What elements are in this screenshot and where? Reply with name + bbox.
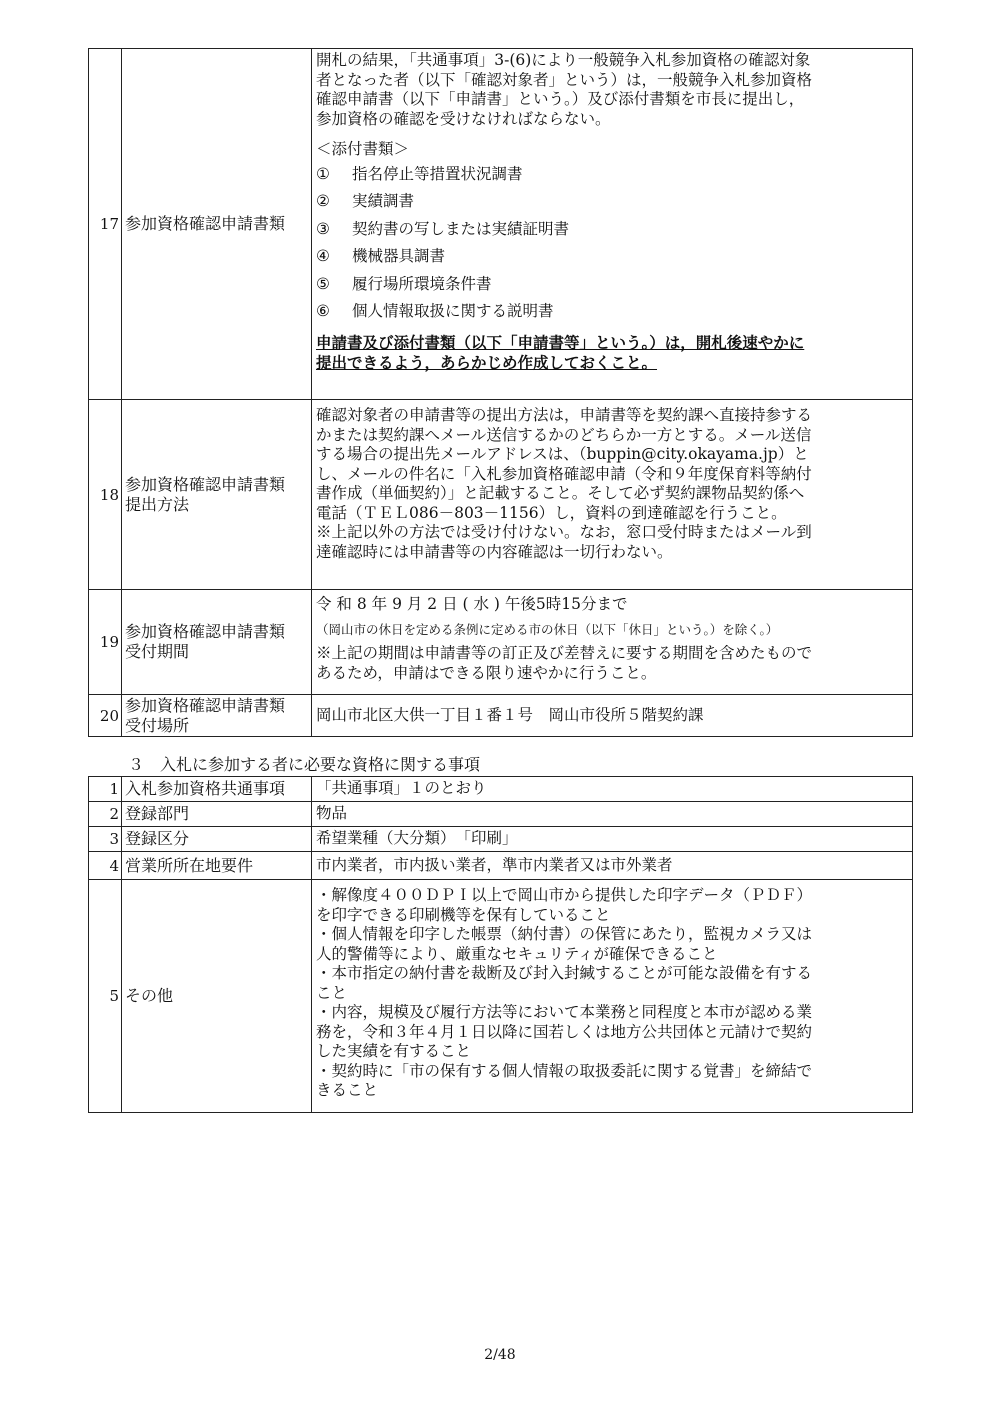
- location-text: 岡山市北区大供一丁目１番１号 岡山市役所５階契約課: [316, 705, 704, 724]
- attachment-item: [316, 271, 908, 298]
- attachment-number: ④: [316, 247, 330, 266]
- text-line: ※上記以外の方法では受け付けない。なお，窓口受付時またはメール到: [316, 523, 812, 541]
- row-content: [312, 590, 913, 695]
- table-row: [89, 49, 913, 400]
- row-number: 4: [89, 852, 122, 880]
- text-line: 者となった者（以下「確認対象者」という）は，一般競争入札参加資格: [316, 70, 813, 89]
- attachment-text: 契約書の写しまたは実績証明書: [352, 219, 570, 238]
- attachment-text: 個人情報取扱に関する説明書: [352, 301, 554, 320]
- text-line: する場合の提出先メールアドレスは、（buppin@city.okayama.jp）と: [316, 445, 809, 463]
- text-line: し、メールの件名に「入札参加資格確認申請（令和９年度保育料等納付: [316, 464, 812, 483]
- row-label: その他: [122, 880, 312, 1113]
- row-content: 「共通事項」１のとおり: [312, 777, 913, 802]
- section-heading: ３ 入札に参加する者に必要な資格に関する事項: [128, 755, 481, 774]
- attachment-number: ①: [316, 165, 330, 183]
- important-note-line: 申請書及び添付書類（以下「申請書等」という。）は，開札後速やかに: [316, 333, 805, 353]
- attachment-item: [316, 188, 908, 215]
- page-number: 2/48: [484, 1347, 516, 1363]
- table-row: [89, 590, 913, 695]
- row-number: 2: [89, 802, 122, 827]
- text-line: 務を，令和３年４月１日以降に国若しくは地方公共団体と元請けで契約: [316, 1022, 813, 1041]
- attachments-heading: ＜添付書類＞: [316, 140, 410, 158]
- text-line: 参加資格の確認を受けなければならない。: [316, 109, 611, 128]
- text-line: した実績を有すること: [316, 1042, 472, 1060]
- text-line: ※上記の期間は申請書等の訂正及び差替えに要する期間を含めたもので: [316, 644, 813, 662]
- label-line: 受付場所: [125, 715, 190, 735]
- row-label: [122, 695, 312, 737]
- row-label: [122, 49, 312, 400]
- attachment-text: 指名停止等措置状況調書: [352, 165, 523, 183]
- table-row: [89, 400, 913, 590]
- label-line: 参加資格確認申請書類: [125, 214, 286, 233]
- text-line: 達確認時には申請書等の内容確認は一切行わない。: [316, 542, 673, 561]
- deadline-date: 令 和 8 年 9 月 2 日 ( 水 ) 午後5時15分まで: [316, 595, 628, 613]
- row-number: 17: [89, 49, 122, 400]
- text-line: あるため，申請はできる限り速やかに行うこと。: [316, 663, 657, 682]
- text-line: ・解像度４００ＤＰＩ以上で岡山市から提供した印字データ（ＰＤＦ）: [316, 886, 813, 904]
- text-line: 開札の結果，「共通事項」3-(6)により一般競争入札参加資格の確認対象: [316, 51, 811, 69]
- text-line: ・本市指定の納付書を裁断及び封入封緘することが可能な設備を有する: [316, 964, 813, 982]
- row-label: 営業所所在地要件: [122, 852, 312, 880]
- table-row: [89, 777, 913, 802]
- label-line: 参加資格確認申請書類: [125, 474, 286, 494]
- row-label: [122, 590, 312, 695]
- row-content: [312, 49, 913, 400]
- text-line: 書作成（単価契約）」と記載すること。そして必ず契約課物品契約係へ: [316, 484, 805, 502]
- row-label: [122, 400, 312, 590]
- label-line: 受付期間: [125, 642, 190, 661]
- attachment-text: 実績調書: [352, 192, 415, 211]
- text-line: 人的警備等により、厳重なセキュリティが確保できること: [316, 944, 718, 963]
- table-row: [89, 695, 913, 737]
- row-label: 入札参加資格共通事項: [122, 777, 312, 802]
- table-row: [89, 852, 913, 880]
- important-note-line: 提出できるよう，あらかじめ作成しておくこと。: [316, 352, 658, 372]
- text-line: 電話（ＴＥＬ086－803－1156）し，資料の到達確認を行うこと。: [316, 503, 787, 522]
- qualification-table: [88, 776, 913, 1113]
- text-line: 確認申請書（以下「申請書」という。）及び添付書類を市長に提出し，: [316, 90, 805, 108]
- text-line: こと: [316, 983, 348, 1002]
- attachment-item: [316, 298, 908, 325]
- requirements-table-top: [88, 48, 913, 737]
- row-content: [312, 695, 913, 737]
- row-content: 物品: [312, 802, 913, 827]
- attachment-text: 機械器具調書: [352, 247, 446, 266]
- row-number: 3: [89, 827, 122, 852]
- attachment-item: [316, 216, 908, 243]
- row-number: 19: [89, 590, 122, 695]
- row-content: [312, 400, 913, 590]
- row-number: 20: [89, 695, 122, 737]
- table-row: [89, 827, 913, 852]
- text-line: を印字できる印刷機等を保有していること: [316, 905, 611, 924]
- text-line: かまたは契約課へメール送信するかのどちらか一方とする。メール送信: [316, 425, 812, 444]
- row-content: 市内業者，市内扱い業者，準市内業者又は市外業者: [312, 852, 913, 880]
- row-number: 5: [89, 880, 122, 1113]
- table-row: [89, 880, 913, 1113]
- label-line: 提出方法: [125, 494, 190, 514]
- attachment-number: ⑥: [316, 301, 330, 320]
- attachment-item: [316, 243, 908, 270]
- text-line: きること: [316, 1081, 379, 1099]
- attachment-number: ⑤: [316, 274, 330, 293]
- row-number: 1: [89, 777, 122, 802]
- attachment-number: ③: [316, 219, 330, 238]
- row-content: 希望業種（大分類） 「印刷」: [312, 827, 913, 852]
- holiday-note: （岡山市の休日を定める条例に定める市の休日（以下「休日」という。）を除く。）: [316, 622, 779, 637]
- text-line: ・内容，規模及び履行方法等において本業務と同程度と本市が認める業: [316, 1003, 813, 1021]
- text-line: ・契約時に「市の保有する個人情報の取扱委託に関する覚書」を締結で: [316, 1061, 813, 1080]
- row-label: 登録部門: [122, 802, 312, 827]
- label-line: 参加資格確認申請書類: [125, 695, 286, 715]
- attachment-item: [316, 161, 908, 188]
- row-content: [312, 880, 913, 1113]
- row-label: 登録区分: [122, 827, 312, 852]
- text-line: 確認対象者の申請書等の提出方法は，申請書等を契約課へ直接持参する: [316, 406, 813, 424]
- label-line: 参加資格確認申請書類: [125, 622, 286, 641]
- attachment-text: 履行場所環境条件書: [352, 274, 492, 293]
- text-line: ・個人情報を印字した帳票（納付書）の保管にあたり，監視カメラ又は: [316, 925, 813, 943]
- row-number: 18: [89, 400, 122, 590]
- attachment-number: ②: [316, 192, 330, 211]
- table-row: [89, 802, 913, 827]
